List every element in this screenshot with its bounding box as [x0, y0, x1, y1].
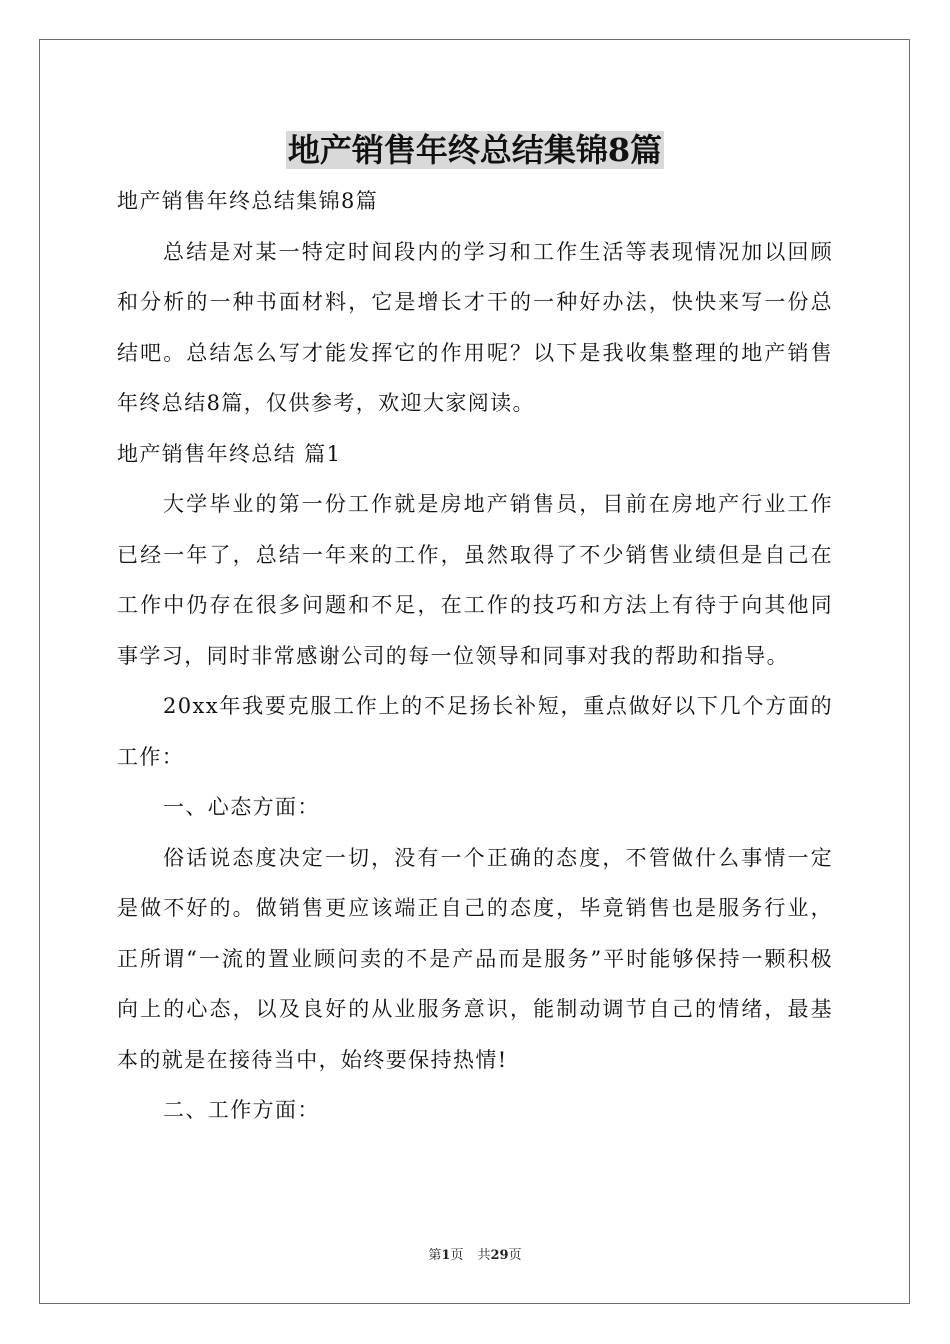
page-prefix: 第	[428, 1248, 442, 1263]
body-paragraph: 大学毕业的第一份工作就是房地产销售员，目前在房地产行业工作已经一年了，总结一年来的工作，虽然取得了不少销售业绩但是自己在工作中仍存在很多问题和不足，在工作的技巧和方法上有待于向其他同事学习，同时非常感谢公司的每一位领导和同事对我的帮助和指导。	[117, 492, 833, 668]
subtitle-paragraph: 地产销售年终总结集锦8篇	[117, 189, 379, 213]
document-title-text: 地产销售年终总结集锦8篇	[287, 131, 663, 169]
document-title	[0, 126, 950, 174]
body-paragraph: 20xx年我要克服工作上的不足扬长补短，重点做好以下几个方面的工作：	[117, 694, 833, 769]
total-prefix: 共	[477, 1248, 491, 1263]
page-suffix: 页	[450, 1248, 464, 1263]
section-heading: 地产销售年终总结 篇1	[117, 441, 342, 466]
total-pages: 29	[490, 1248, 509, 1263]
page-number: 1	[441, 1248, 451, 1263]
subsection-heading: 二、工作方面：	[163, 1098, 320, 1122]
body-paragraph: 俗话说态度决定一切，没有一个正确的态度，不管做什么事情一定是做不好的。做销售更应该端正自己的态度，毕竟销售也是服务行业，正所谓“一流的置业顾问卖的不是产品而是服务”平时能够保持一颗积极向上的心态，以及良好的从业服务意识，能制动调节自己的情绪，最基本的就是在接待当中，始终要保持热情!	[117, 845, 833, 1072]
document-body	[117, 176, 833, 1136]
page-footer	[0, 1247, 950, 1265]
total-suffix: 页	[508, 1248, 522, 1263]
subsection-heading: 一、心态方面：	[163, 795, 320, 819]
intro-paragraph: 总结是对某一特定时间段内的学习和工作生活等表现情况加以回顾和分析的一种书面材料，它是增长才干的一种好办法，快快来写一份总结吧。总结怎么写才能发挥它的作用呢？以下是我收集整理的地产销售年终总结8篇，仅供参考，欢迎大家阅读。	[117, 239, 833, 415]
